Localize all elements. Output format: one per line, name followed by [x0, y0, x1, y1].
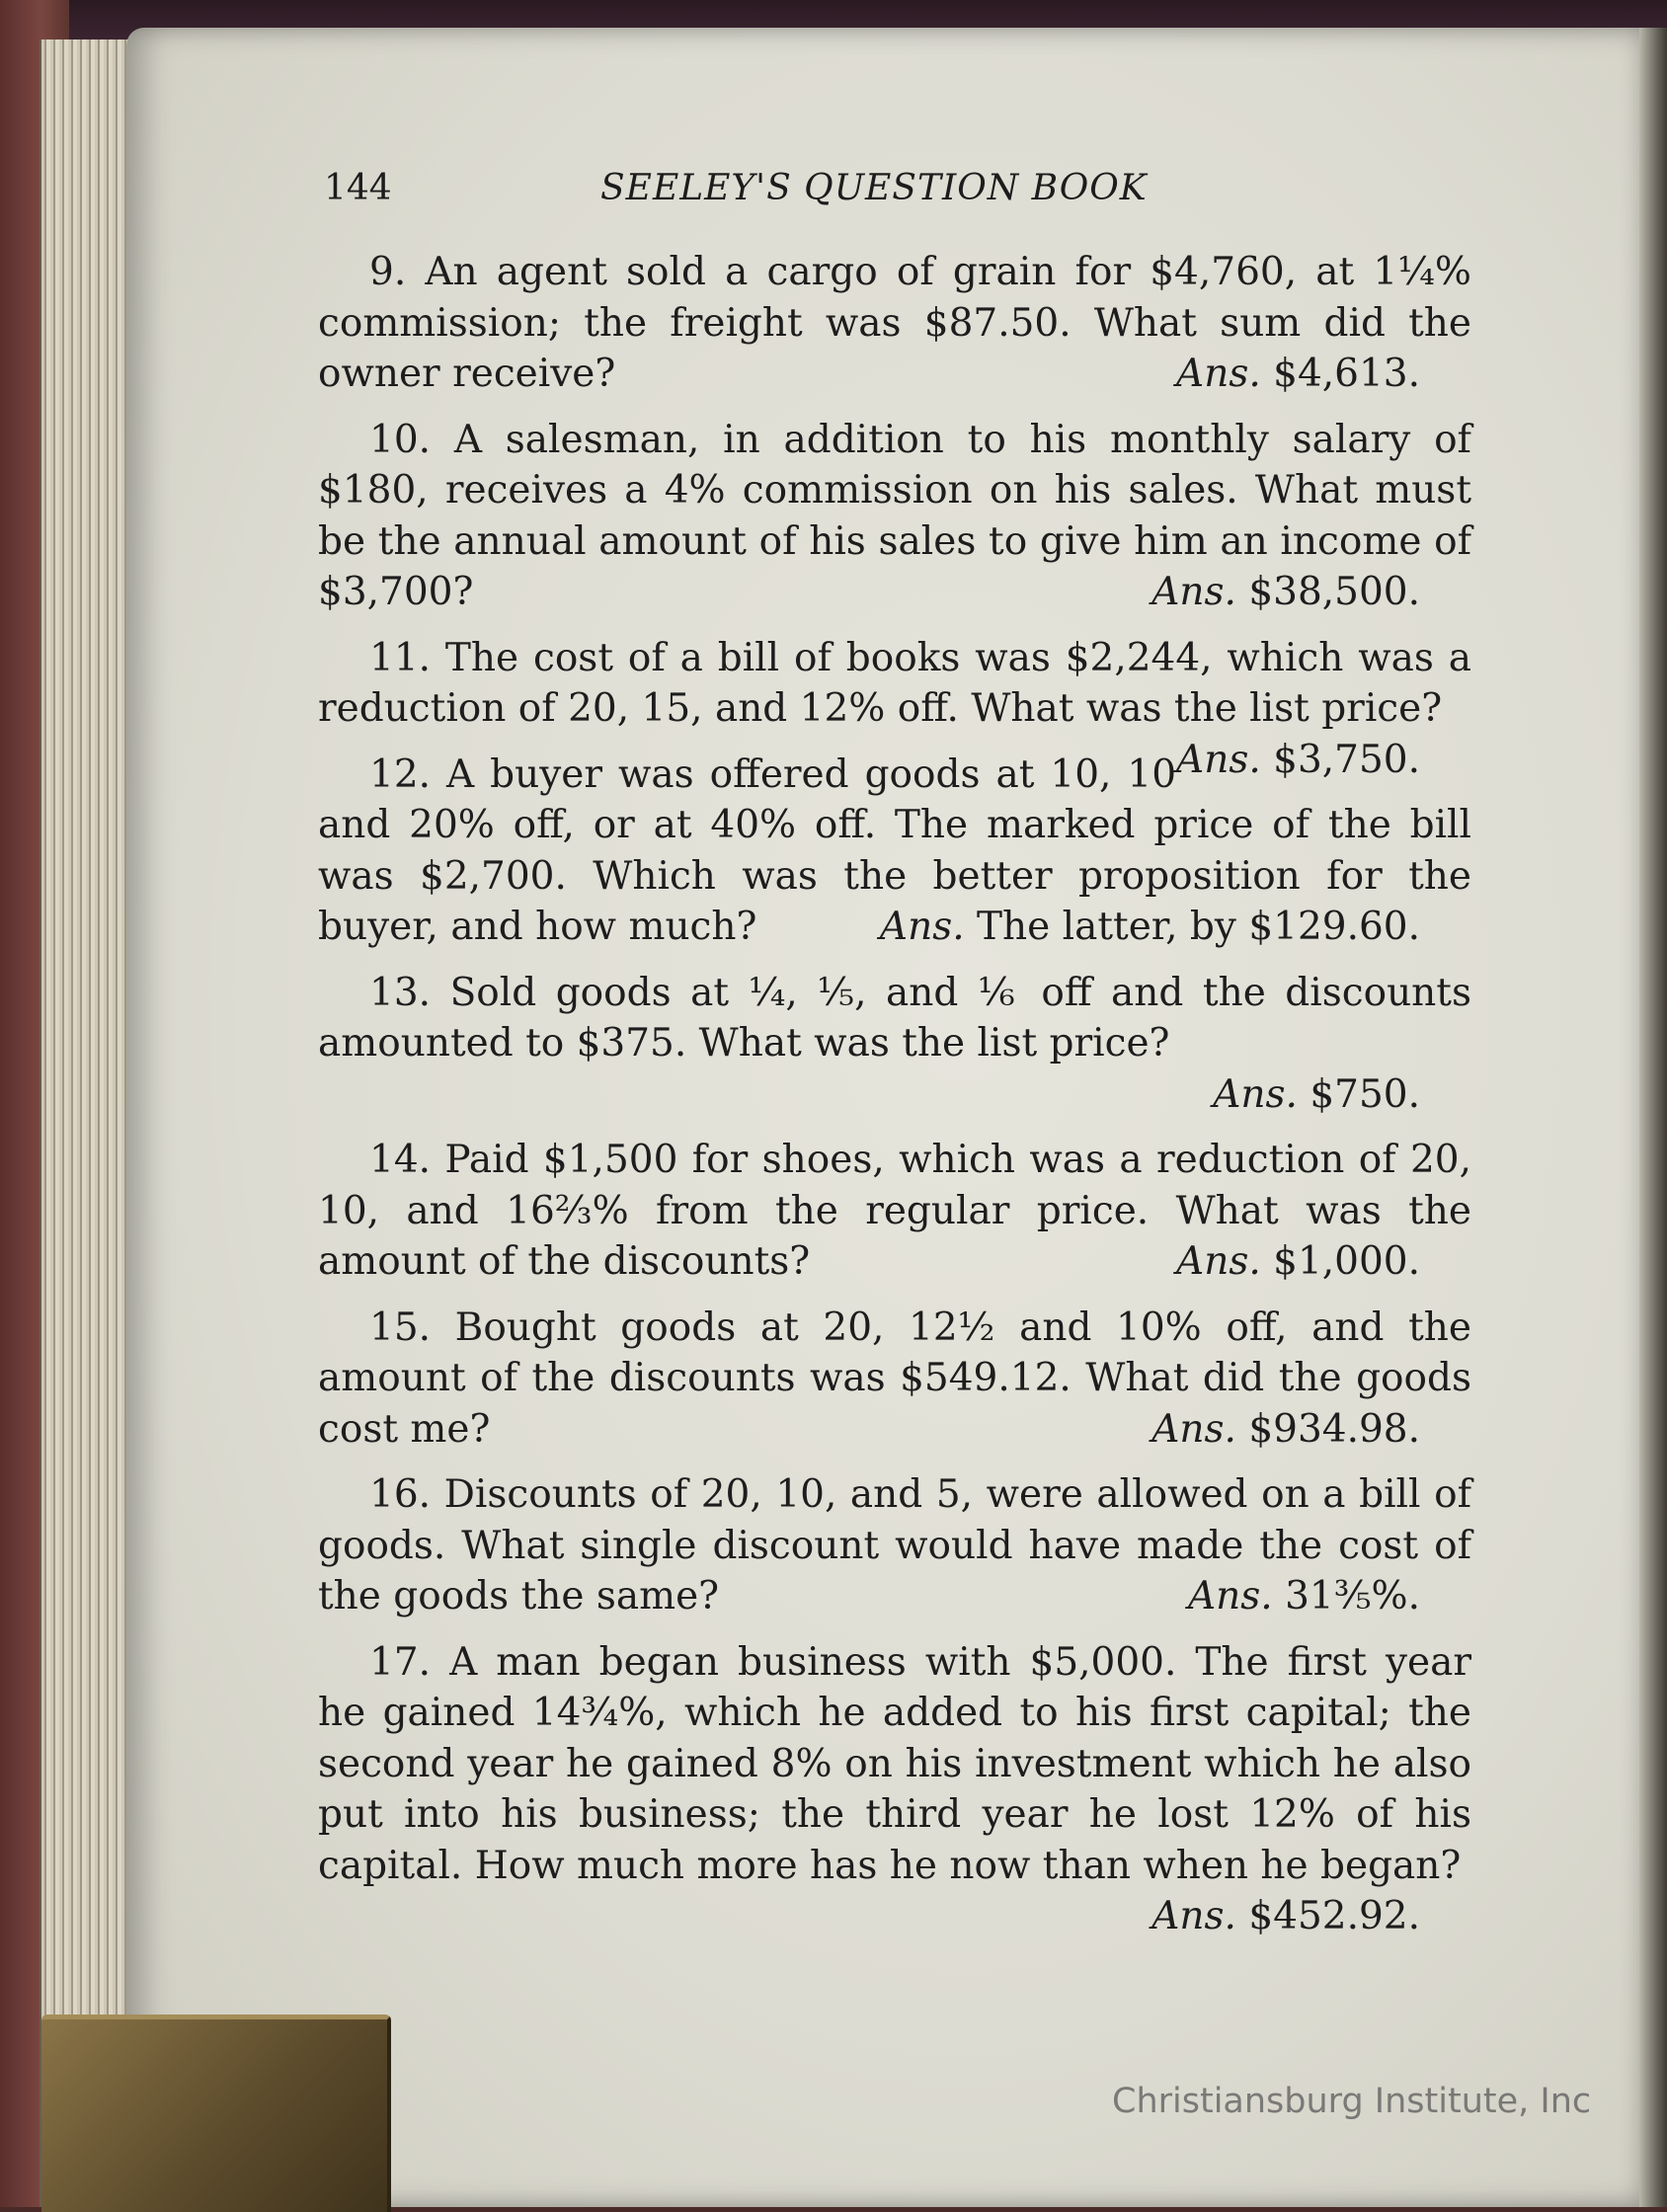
problem-number: 11.: [369, 635, 432, 680]
problem-text: Discounts of 20, 10, and 5, were allowed on a bill of goods. What single discount would have made the cost of the goods the same?: [318, 1472, 1471, 1619]
answer-label: Ans.: [1176, 1239, 1261, 1284]
problem-answer: [1151, 567, 1471, 618]
problem-number: 14.: [369, 1138, 432, 1182]
problem-text: Sold goods at ¼, ⅕, and ⅙ off and the discounts amounted to $375. What was the list price?: [318, 970, 1471, 1066]
problem-text: The cost of a bill of books was $2,244, which was a reduction of 20, 15, and 12% off. What was the list price?: [318, 635, 1471, 731]
problem-15: [318, 1303, 1471, 1456]
page-right-edge: [1639, 28, 1667, 2207]
problem-text: A buyer was offered goods at 10, 10 and 20% off, or at 40% off. The marked price of the bill was $2,700. Which was the better proposition for the buyer, and how much?: [318, 751, 1471, 949]
book-title: SEELEY'S QUESTION BOOK: [600, 168, 1148, 208]
page-stack-edge: [40, 40, 140, 2207]
problem-17: [318, 1637, 1471, 1938]
answer-value: $3,750.: [1273, 737, 1420, 782]
problem-14: [318, 1135, 1471, 1288]
answer-value: $38,500.: [1248, 570, 1420, 614]
problem-text: Paid $1,500 for shoes, which was a reduction of 20, 10, and 16⅔% from the regular price. What was the amount of the discounts?: [318, 1138, 1471, 1284]
answer-label: Ans.: [1151, 1894, 1236, 1938]
page-number: 144: [324, 168, 392, 208]
problem-13: [318, 968, 1471, 1121]
running-head: [324, 168, 1193, 217]
answer-value: $1,000.: [1273, 1239, 1420, 1284]
problem-answer: [318, 1069, 1471, 1121]
problem-9: [318, 247, 1471, 400]
answer-label: Ans.: [879, 905, 965, 949]
answer-value: $934.98.: [1248, 1406, 1420, 1452]
answer-value: $750.: [1310, 1071, 1420, 1117]
answer-label: Ans.: [1176, 737, 1261, 782]
problem-answer: [1151, 1404, 1471, 1456]
problem-number: 9.: [369, 250, 407, 294]
problem-number: 13.: [369, 970, 432, 1015]
problem-answer: [1176, 1236, 1471, 1288]
problem-number: 10.: [369, 417, 432, 462]
problem-text: Bought goods at 20, 12½ and 10% off, and the amount of the discounts was $549.12. What did the goods cost me?: [318, 1304, 1472, 1452]
answer-value: 31⅗%.: [1285, 1574, 1420, 1619]
answer-value: The latter, by $129.60.: [977, 905, 1420, 949]
problem-answer: [1188, 1571, 1471, 1622]
problem-answer: [1151, 1891, 1471, 1942]
problem-answer: [880, 902, 1471, 953]
problem-16: [318, 1469, 1471, 1622]
problem-10: [318, 415, 1471, 618]
problem-answer: [1176, 349, 1471, 400]
problem-number: 12.: [369, 751, 432, 797]
problem-text: A salesman, in addition to his monthly salary of $180, receives a 4% commission on his sales. What must be the annual amount of his sales to give him an income of $3,700?: [318, 417, 1471, 614]
problem-number: 16.: [369, 1472, 432, 1517]
brass-clip: [41, 2014, 391, 2212]
problem-number: 15.: [369, 1304, 432, 1350]
problem-11: [318, 633, 1471, 782]
problem-text: An agent sold a cargo of grain for $4,760, at 1¼% commission; the freight was $87.50. What sum did the owner receive?: [318, 250, 1471, 396]
answer-label: Ans.: [1151, 1406, 1236, 1452]
problem-list: [318, 247, 1471, 1942]
problem-text: A man began business with $5,000. The first year he gained 14¾%, which he added to his first capital; the second year he gained 8% on his investment which he also put into his business; the third year he lost 12% of his capital. How much more has he now than when he began?: [318, 1639, 1471, 1888]
answer-label: Ans.: [1151, 570, 1236, 614]
answer-value: $4,613.: [1273, 352, 1420, 396]
answer-label: Ans.: [1213, 1071, 1298, 1117]
answer-label: Ans.: [1188, 1574, 1273, 1619]
answer-label: Ans.: [1176, 352, 1261, 396]
answer-value: $452.92.: [1248, 1894, 1420, 1938]
problem-number: 17.: [369, 1639, 432, 1685]
watermark: Christiansburg Institute, Inc: [1112, 2082, 1592, 2121]
problem-answer: [1176, 735, 1471, 786]
